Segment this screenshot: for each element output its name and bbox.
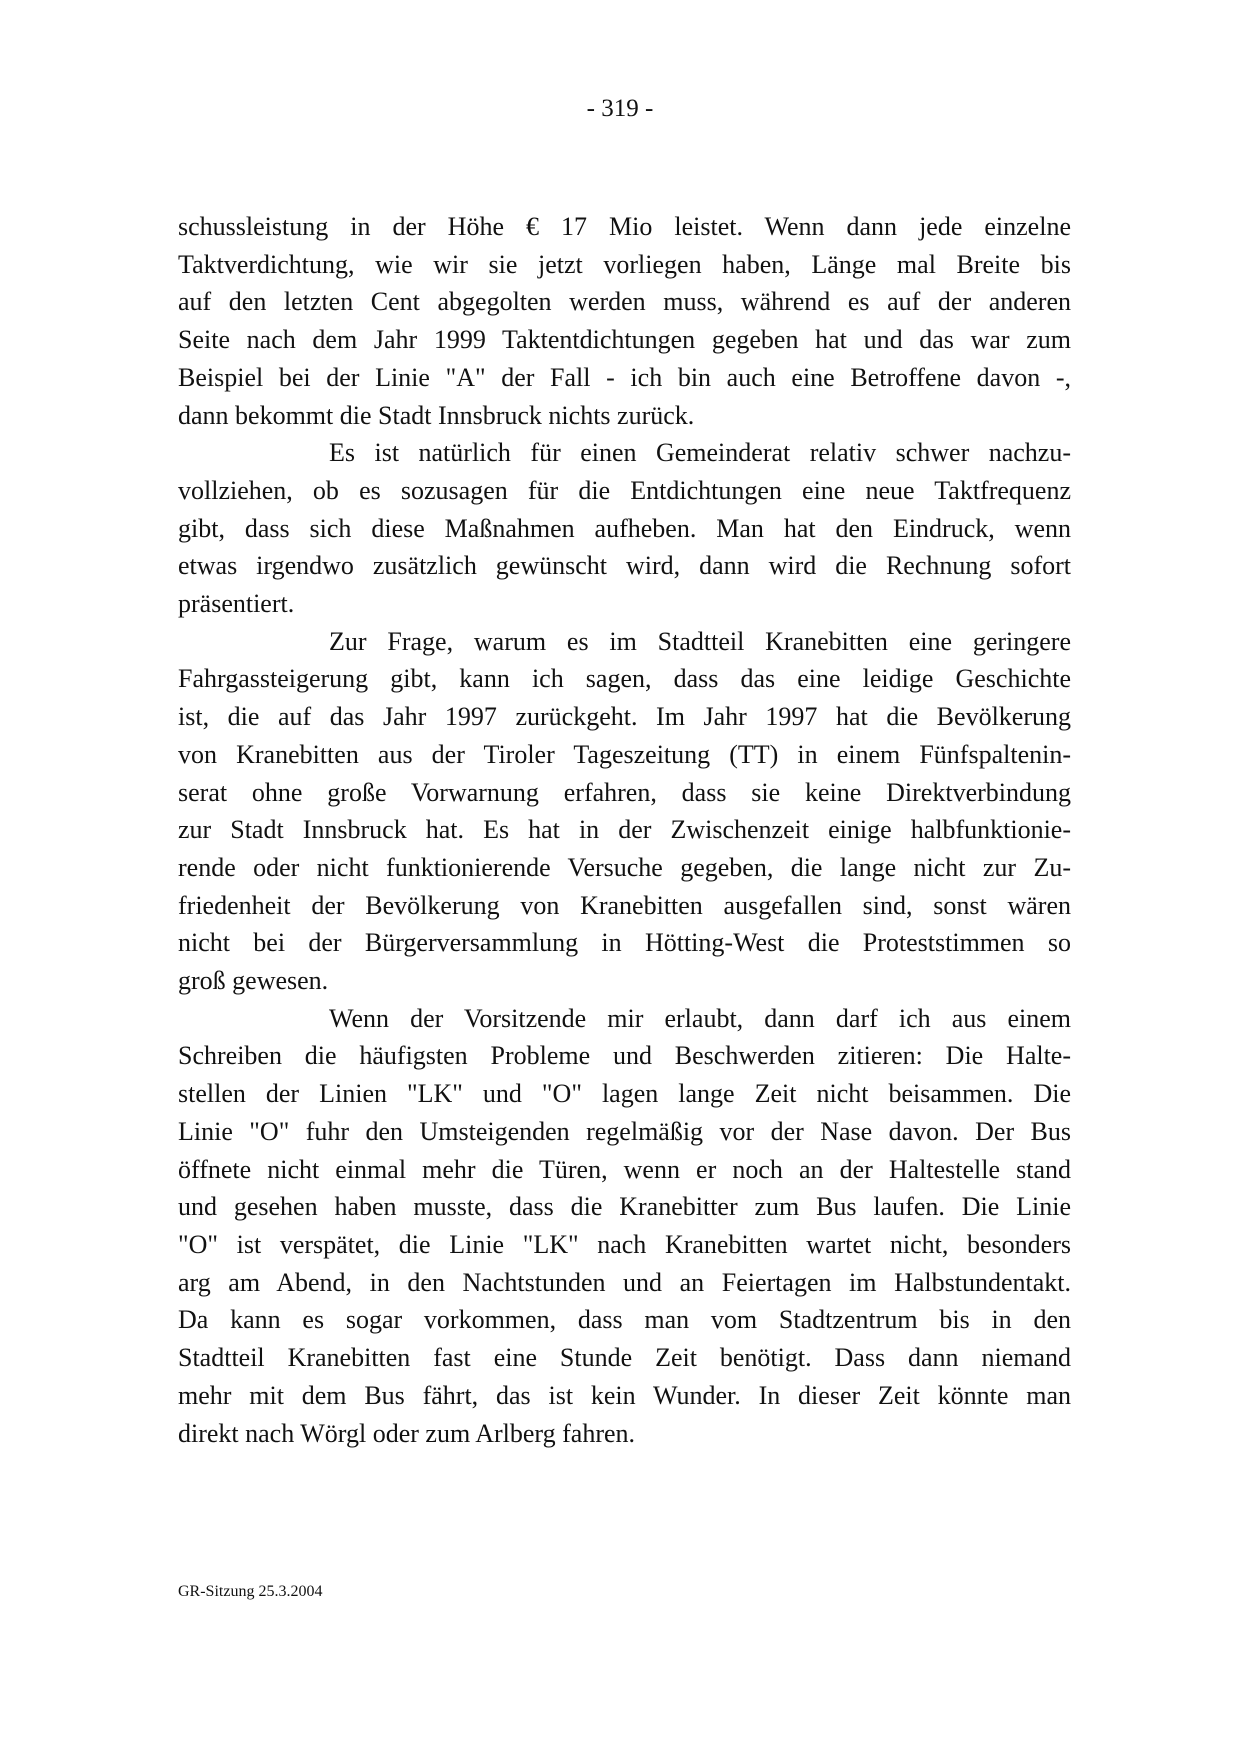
text-line: groß gewesen. — [178, 966, 329, 996]
text-line: Schreiben die häufigsten Probleme und Beschwerden zitieren: Die Halte- — [178, 1041, 1071, 1071]
text-line: und gesehen haben musste, dass die Kranebitter zum Bus laufen. Die Linie — [178, 1192, 1071, 1222]
text-line: arg am Abend, in den Nachtstunden und an Feiertagen im Halbstundentakt. — [178, 1267, 1071, 1297]
text-line: nicht bei der Bürgerversammlung in Hötting-West die Proteststimmen so — [178, 928, 1071, 958]
text-line: direkt nach Wörgl oder zum Arlberg fahren. — [178, 1418, 636, 1448]
paragraph-2 — [178, 434, 1071, 623]
text-line: etwas irgendwo zusätzlich gewünscht wird, dann wird die Rechnung sofort — [178, 551, 1071, 581]
text-line: rende oder nicht funktionierende Versuche gegeben, die lange nicht zur Zu- — [178, 852, 1071, 882]
paragraph-3 — [178, 623, 1071, 1000]
text-line: Es ist natürlich für einen Gemeinderat relativ schwer nachzu- — [329, 438, 1071, 468]
text-line: Beispiel bei der Linie "A" der Fall - ich bin auch eine Betroffene davon -, — [178, 362, 1071, 392]
text-line: Wenn der Vorsitzende mir erlaubt, dann darf ich aus einem — [329, 1003, 1071, 1033]
text-line: "O" ist verspätet, die Linie "LK" nach Kranebitten wartet nicht, besonders — [178, 1229, 1071, 1259]
text-line: vollziehen, ob es sozusagen für die Entdichtungen eine neue Taktfrequenz — [178, 475, 1071, 505]
text-line: Zur Frage, warum es im Stadtteil Kranebitten eine geringere — [329, 626, 1071, 656]
text-line: friedenheit der Bevölkerung von Kranebitten ausgefallen sind, sonst wären — [178, 890, 1071, 920]
text-line: schussleistung in der Höhe € 17 Mio leistet. Wenn dann jede einzelne — [178, 212, 1071, 241]
paragraph-1 — [178, 208, 1071, 434]
page-number: - 319 - — [586, 95, 654, 122]
paragraph-4 — [178, 1000, 1071, 1452]
text-line: stellen der Linien "LK" und "O" lagen lange Zeit nicht beisammen. Die — [178, 1079, 1071, 1109]
text-line: Stadtteil Kranebitten fast eine Stunde Zeit benötigt. Dass dann niemand — [178, 1343, 1071, 1373]
text-line: mehr mit dem Bus fährt, das ist kein Wunder. In dieser Zeit könnte man — [178, 1380, 1071, 1410]
text-line: Da kann es sogar vorkommen, dass man vom Stadtzentrum bis in den — [178, 1305, 1071, 1335]
text-line: dann bekommt die Stadt Innsbruck nichts zurück. — [178, 400, 695, 430]
text-line: von Kranebitten aus der Tiroler Tageszeitung (TT) in einem Fünfspaltenin- — [178, 739, 1071, 769]
document-body — [178, 208, 1071, 1452]
text-line: Seite nach dem Jahr 1999 Taktentdichtungen gegeben hat und das war zum — [178, 325, 1071, 355]
text-line: auf den letzten Cent abgegolten werden muss, während es auf der anderen — [178, 287, 1071, 317]
text-line: ist, die auf das Jahr 1997 zurückgeht. Im Jahr 1997 hat die Bevölkerung — [178, 702, 1071, 732]
text-line: zur Stadt Innsbruck hat. Es hat in der Zwischenzeit einige halbfunktionie- — [178, 815, 1071, 845]
text-line: Fahrgassteigerung gibt, kann ich sagen, dass das eine leidige Geschichte — [178, 664, 1071, 694]
text-line: gibt, dass sich diese Maßnahmen aufheben. Man hat den Eindruck, wenn — [178, 513, 1071, 543]
text-line: serat ohne große Vorwarnung erfahren, dass sie keine Direktverbindung — [178, 777, 1071, 807]
text-line: Taktverdichtung, wie wir sie jetzt vorliegen haben, Länge mal Breite bis — [178, 249, 1071, 279]
text-line: öffnete nicht einmal mehr die Türen, wenn er noch an der Haltestelle stand — [178, 1154, 1071, 1184]
text-line: Linie "O" fuhr den Umsteigenden regelmäßig vor der Nase davon. Der Bus — [178, 1116, 1071, 1146]
footer-session-date: GR-Sitzung 25.3.2004 — [178, 1583, 323, 1600]
text-line: präsentiert. — [178, 589, 295, 619]
